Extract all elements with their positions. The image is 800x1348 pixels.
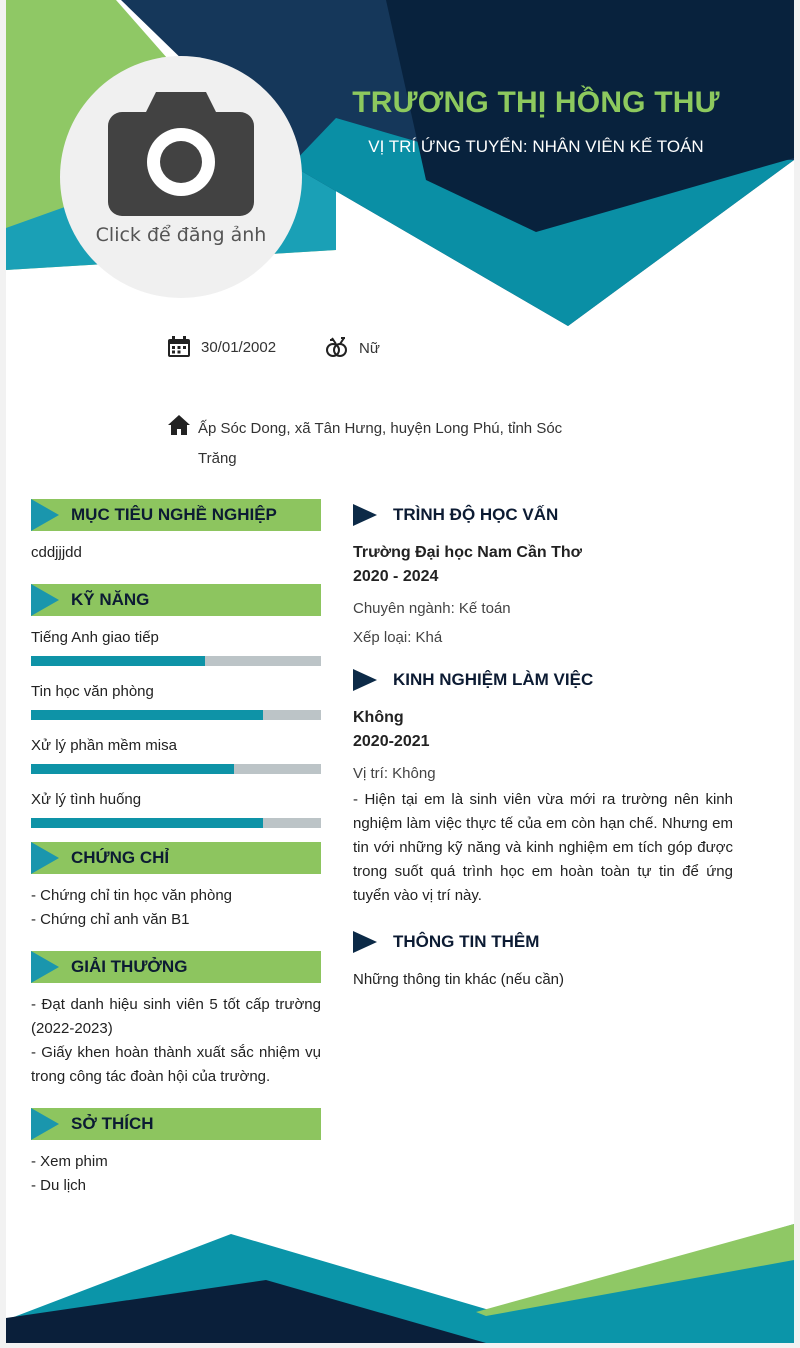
skill-bar [31,710,321,720]
award-item: - Giấy khen hoàn thành xuất sắc nhiệm vụ trong công tác đoàn hội của trường. [31,1044,321,1085]
skill-name: Tiếng Anh giao tiếp [31,629,159,646]
skill-bar [31,764,321,774]
triangle-bullet-icon [353,504,379,526]
birthdate-value: 30/01/2002 [201,338,277,356]
skills-header [31,584,321,616]
triangle-bullet-icon [31,842,61,874]
skill-name: Xử lý phần mềm misa [31,737,177,754]
hobby-item: - Du lịch [31,1177,87,1194]
award-item: - Đạt danh hiệu sinh viên 5 tốt cấp trường (2022-2023) [31,996,321,1037]
gender-icon [325,336,349,360]
certificates-title: CHỨNG CHỈ [71,848,170,867]
skill-bar-fill [31,710,263,720]
triangle-bullet-icon [353,669,379,691]
address-value: Ấp Sóc Dong, xã Tân Hưng, huyện Long Phú, tỉnh Sóc Trăng [198,420,563,467]
experience-role: Vị trí: Không [353,765,436,782]
awards-list [31,993,321,1089]
education-header [353,499,733,531]
calendar-icon [167,336,191,358]
triangle-bullet-icon [353,931,379,953]
awards-title: GIẢI THƯỞNG [71,957,188,976]
experience-entry [353,706,733,908]
photo-upload[interactable] [60,56,302,298]
education-entry [353,541,733,652]
footer-background [6,1220,794,1343]
triangle-bullet-icon [31,499,61,531]
education-school: Trường Đại học Nam Cần Thơ [353,544,583,561]
gender-row [325,336,380,360]
skills-title: KỸ NĂNG [71,590,150,609]
skill-name: Xử lý tình huống [31,791,142,808]
skill-bar-fill [31,764,234,774]
objective-header [31,499,321,531]
right-column [353,499,733,992]
hobbies-header [31,1108,321,1140]
skill-bar [31,818,321,828]
camera-icon [108,90,254,220]
skills-list [31,626,321,828]
experience-period: 2020-2021 [353,733,430,750]
additional-title: THÔNG TIN THÊM [393,932,540,951]
skill-name: Tin học văn phòng [31,683,154,700]
skill-bar-fill [31,656,205,666]
education-rank: Xếp loại: Khá [353,629,443,646]
certificate-item: - Chứng chỉ tin học văn phòng [31,887,232,904]
birthdate-row [167,336,276,358]
objective-text: cddjjjdd [31,544,82,561]
awards-header [31,951,321,983]
additional-header [353,926,733,958]
gender-value: Nữ [359,339,380,357]
experience-title: KINH NGHIỆM LÀM VIỆC [393,670,594,689]
cv-page [6,0,794,1343]
skill-bar [31,656,321,666]
education-title: TRÌNH ĐỘ HỌC VẤN [393,505,559,524]
skill-bar-fill [31,818,263,828]
triangle-bullet-icon [31,1108,61,1140]
education-period: 2020 - 2024 [353,568,439,585]
hobby-item: - Xem phim [31,1153,108,1170]
experience-company: Không [353,709,404,726]
experience-header [353,664,733,696]
hobbies-title: SỞ THÍCH [71,1114,154,1133]
home-icon [167,414,191,436]
triangle-bullet-icon [31,951,61,983]
certificates-header [31,842,321,874]
education-major: Chuyên ngành: Kế toán [353,600,511,617]
candidate-name: TRƯƠNG THỊ HỒNG THƯ [352,86,720,119]
experience-description: - Hiện tại em là sinh viên vừa mới ra trường nên kinh nghiệm làm việc thực tế của em còn hạn chế. Nhưng em tin với những kỹ năng và kinh nghiệm em tích góp được trong suốt quá trình học em hoàn toàn tự tin để ứng tuyển vào vị trí này. [353,791,733,904]
certificates-list [31,884,321,932]
objective-title: MỤC TIÊU NGHỀ NGHIỆP [71,505,277,524]
left-column [31,499,321,1198]
additional-text: Những thông tin khác (nếu cần) [353,971,565,988]
applied-position: VỊ TRÍ ỨNG TUYỂN: NHÂN VIÊN KẾ TOÁN [368,137,704,156]
photo-upload-label: Click để đăng ảnh [95,224,267,246]
certificate-item: - Chứng chỉ anh văn B1 [31,911,190,928]
hobbies-list [31,1150,321,1198]
triangle-bullet-icon [31,584,61,616]
